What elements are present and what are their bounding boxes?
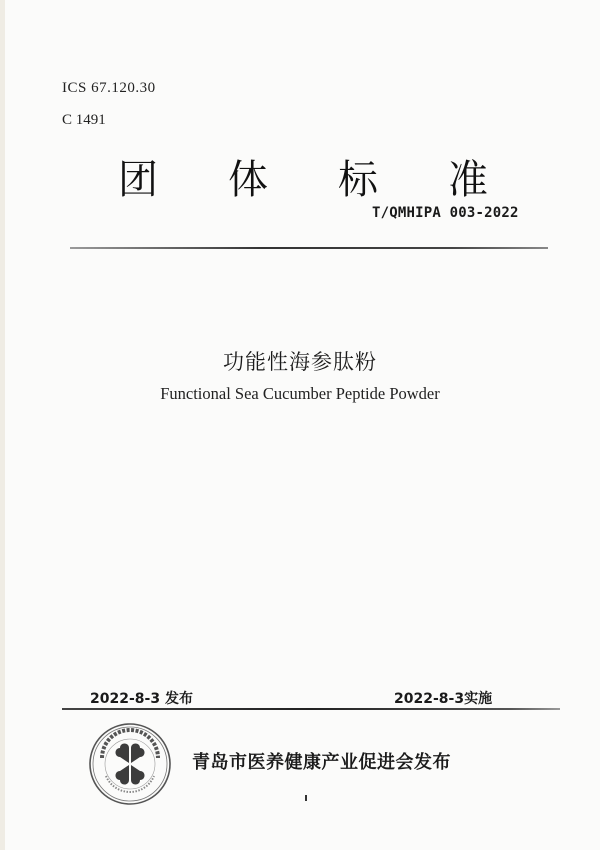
issue-date: 2022-8-3 发布 <box>90 691 193 707</box>
page-number-mark <box>305 795 307 801</box>
doc-type-char: 团 <box>118 157 158 203</box>
title-english: Functional Sea Cucumber Peptide Powder <box>160 384 440 403</box>
standard-number: T/QMHIPA 003-2022 <box>372 205 519 221</box>
scan-edge <box>0 0 5 850</box>
publisher-line: 青岛市医养健康产业促进会发布 <box>192 752 451 773</box>
doc-type-char: 标 <box>338 157 378 203</box>
bottom-divider <box>62 708 560 710</box>
top-divider <box>70 247 548 249</box>
doc-type-char: 准 <box>448 157 488 203</box>
document-type-heading <box>118 148 488 205</box>
ccs-code: C 1491 <box>62 112 106 128</box>
doc-type-char: 体 <box>228 157 268 203</box>
title-chinese: 功能性海参肽粉 <box>223 350 377 374</box>
ics-code: ICS 67.120.30 <box>62 80 156 96</box>
implementation-date: 2022-8-3实施 <box>394 691 493 707</box>
organization-seal-icon <box>88 722 172 806</box>
